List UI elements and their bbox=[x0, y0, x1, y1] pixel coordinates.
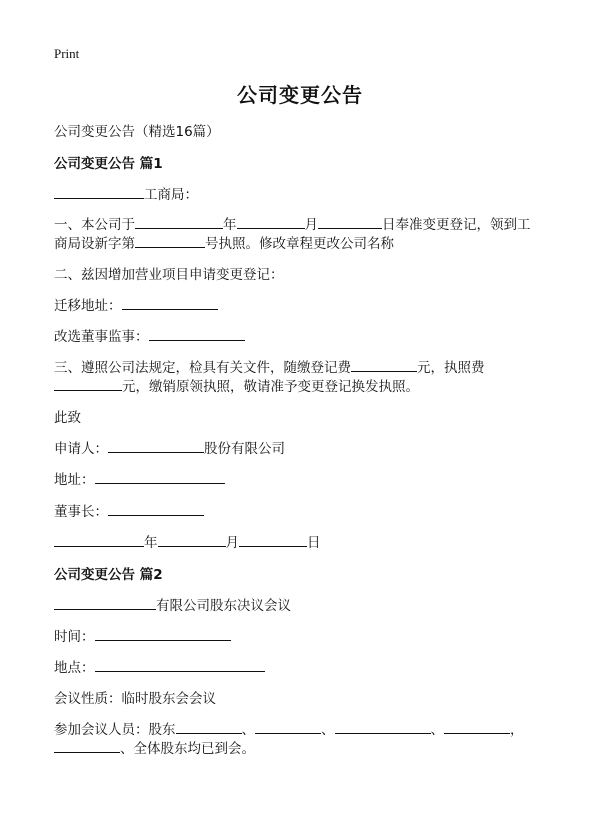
blank-field[interactable] bbox=[54, 377, 122, 391]
cizhi: 此致 bbox=[54, 410, 81, 426]
reelect-line: 改选董事监事： bbox=[54, 325, 245, 345]
paragraph-1-line-2: 商局设新字第 号执照。修改章程更改公司名称 bbox=[54, 236, 394, 252]
attendees-line-1: 参加会议人员：股东 、 、 、 ， bbox=[54, 722, 524, 738]
attendees-line-2: 、全体股东均已到会。 bbox=[54, 737, 255, 757]
applicant-line: 申请人： 股份有限公司 bbox=[54, 441, 285, 457]
blank-field[interactable] bbox=[255, 720, 321, 734]
address-line: 地址： bbox=[54, 468, 225, 488]
paragraph-3-line-1: 三、遵照公司法规定，检具有关文件，随缴登记费 元，执照费 bbox=[54, 360, 485, 376]
meeting-title-line: 有限公司股东决议会议 bbox=[54, 594, 291, 614]
date-line: 年 月 日 bbox=[54, 531, 321, 551]
blank-field[interactable] bbox=[351, 358, 417, 372]
page-title: 公司变更公告 bbox=[237, 83, 363, 107]
blank-field[interactable] bbox=[95, 658, 265, 672]
blank-field[interactable] bbox=[54, 739, 120, 753]
blank-field[interactable] bbox=[237, 215, 305, 229]
move-address-line: 迁移地址： bbox=[54, 294, 218, 314]
blank-field[interactable] bbox=[54, 185, 144, 199]
print-link[interactable]: Print bbox=[54, 46, 80, 61]
blank-field[interactable] bbox=[108, 502, 204, 516]
paragraph-2: 二、兹因增加营业项目申请变更登记： bbox=[54, 267, 284, 283]
blank-field[interactable] bbox=[54, 596, 156, 610]
chairman-line: 董事长： bbox=[54, 500, 204, 520]
blank-field[interactable] bbox=[239, 533, 307, 547]
blank-field[interactable] bbox=[135, 234, 205, 248]
blank-field[interactable] bbox=[158, 533, 226, 547]
section2-heading: 公司变更公告 篇2 bbox=[54, 567, 163, 583]
blank-field[interactable] bbox=[108, 439, 204, 453]
blank-field[interactable] bbox=[54, 533, 144, 547]
blank-field[interactable] bbox=[122, 296, 218, 310]
blank-field[interactable] bbox=[95, 470, 225, 484]
time-line: 时间： bbox=[54, 625, 231, 645]
blank-field[interactable] bbox=[335, 720, 431, 734]
blank-field[interactable] bbox=[444, 720, 510, 734]
meeting-nature: 会议性质：临时股东会会议 bbox=[54, 691, 216, 707]
paragraph-1-line-1: 一、本公司于 年 月 日奉准变更登记，领到工 bbox=[54, 217, 531, 233]
blank-field[interactable] bbox=[176, 720, 242, 734]
blank-field[interactable] bbox=[318, 215, 382, 229]
place-line: 地点： bbox=[54, 656, 265, 676]
blank-field[interactable] bbox=[95, 627, 231, 641]
blank-field[interactable] bbox=[149, 327, 245, 341]
subtitle: 公司变更公告（精选16篇） bbox=[54, 124, 220, 140]
section1-heading: 公司变更公告 篇1 bbox=[54, 156, 163, 172]
paragraph-3-line-2: 元，缴销原领执照，敬请准予变更登记换发执照。 bbox=[54, 375, 419, 395]
blank-field[interactable] bbox=[135, 215, 223, 229]
addressee-line: 工商局： bbox=[54, 183, 198, 203]
